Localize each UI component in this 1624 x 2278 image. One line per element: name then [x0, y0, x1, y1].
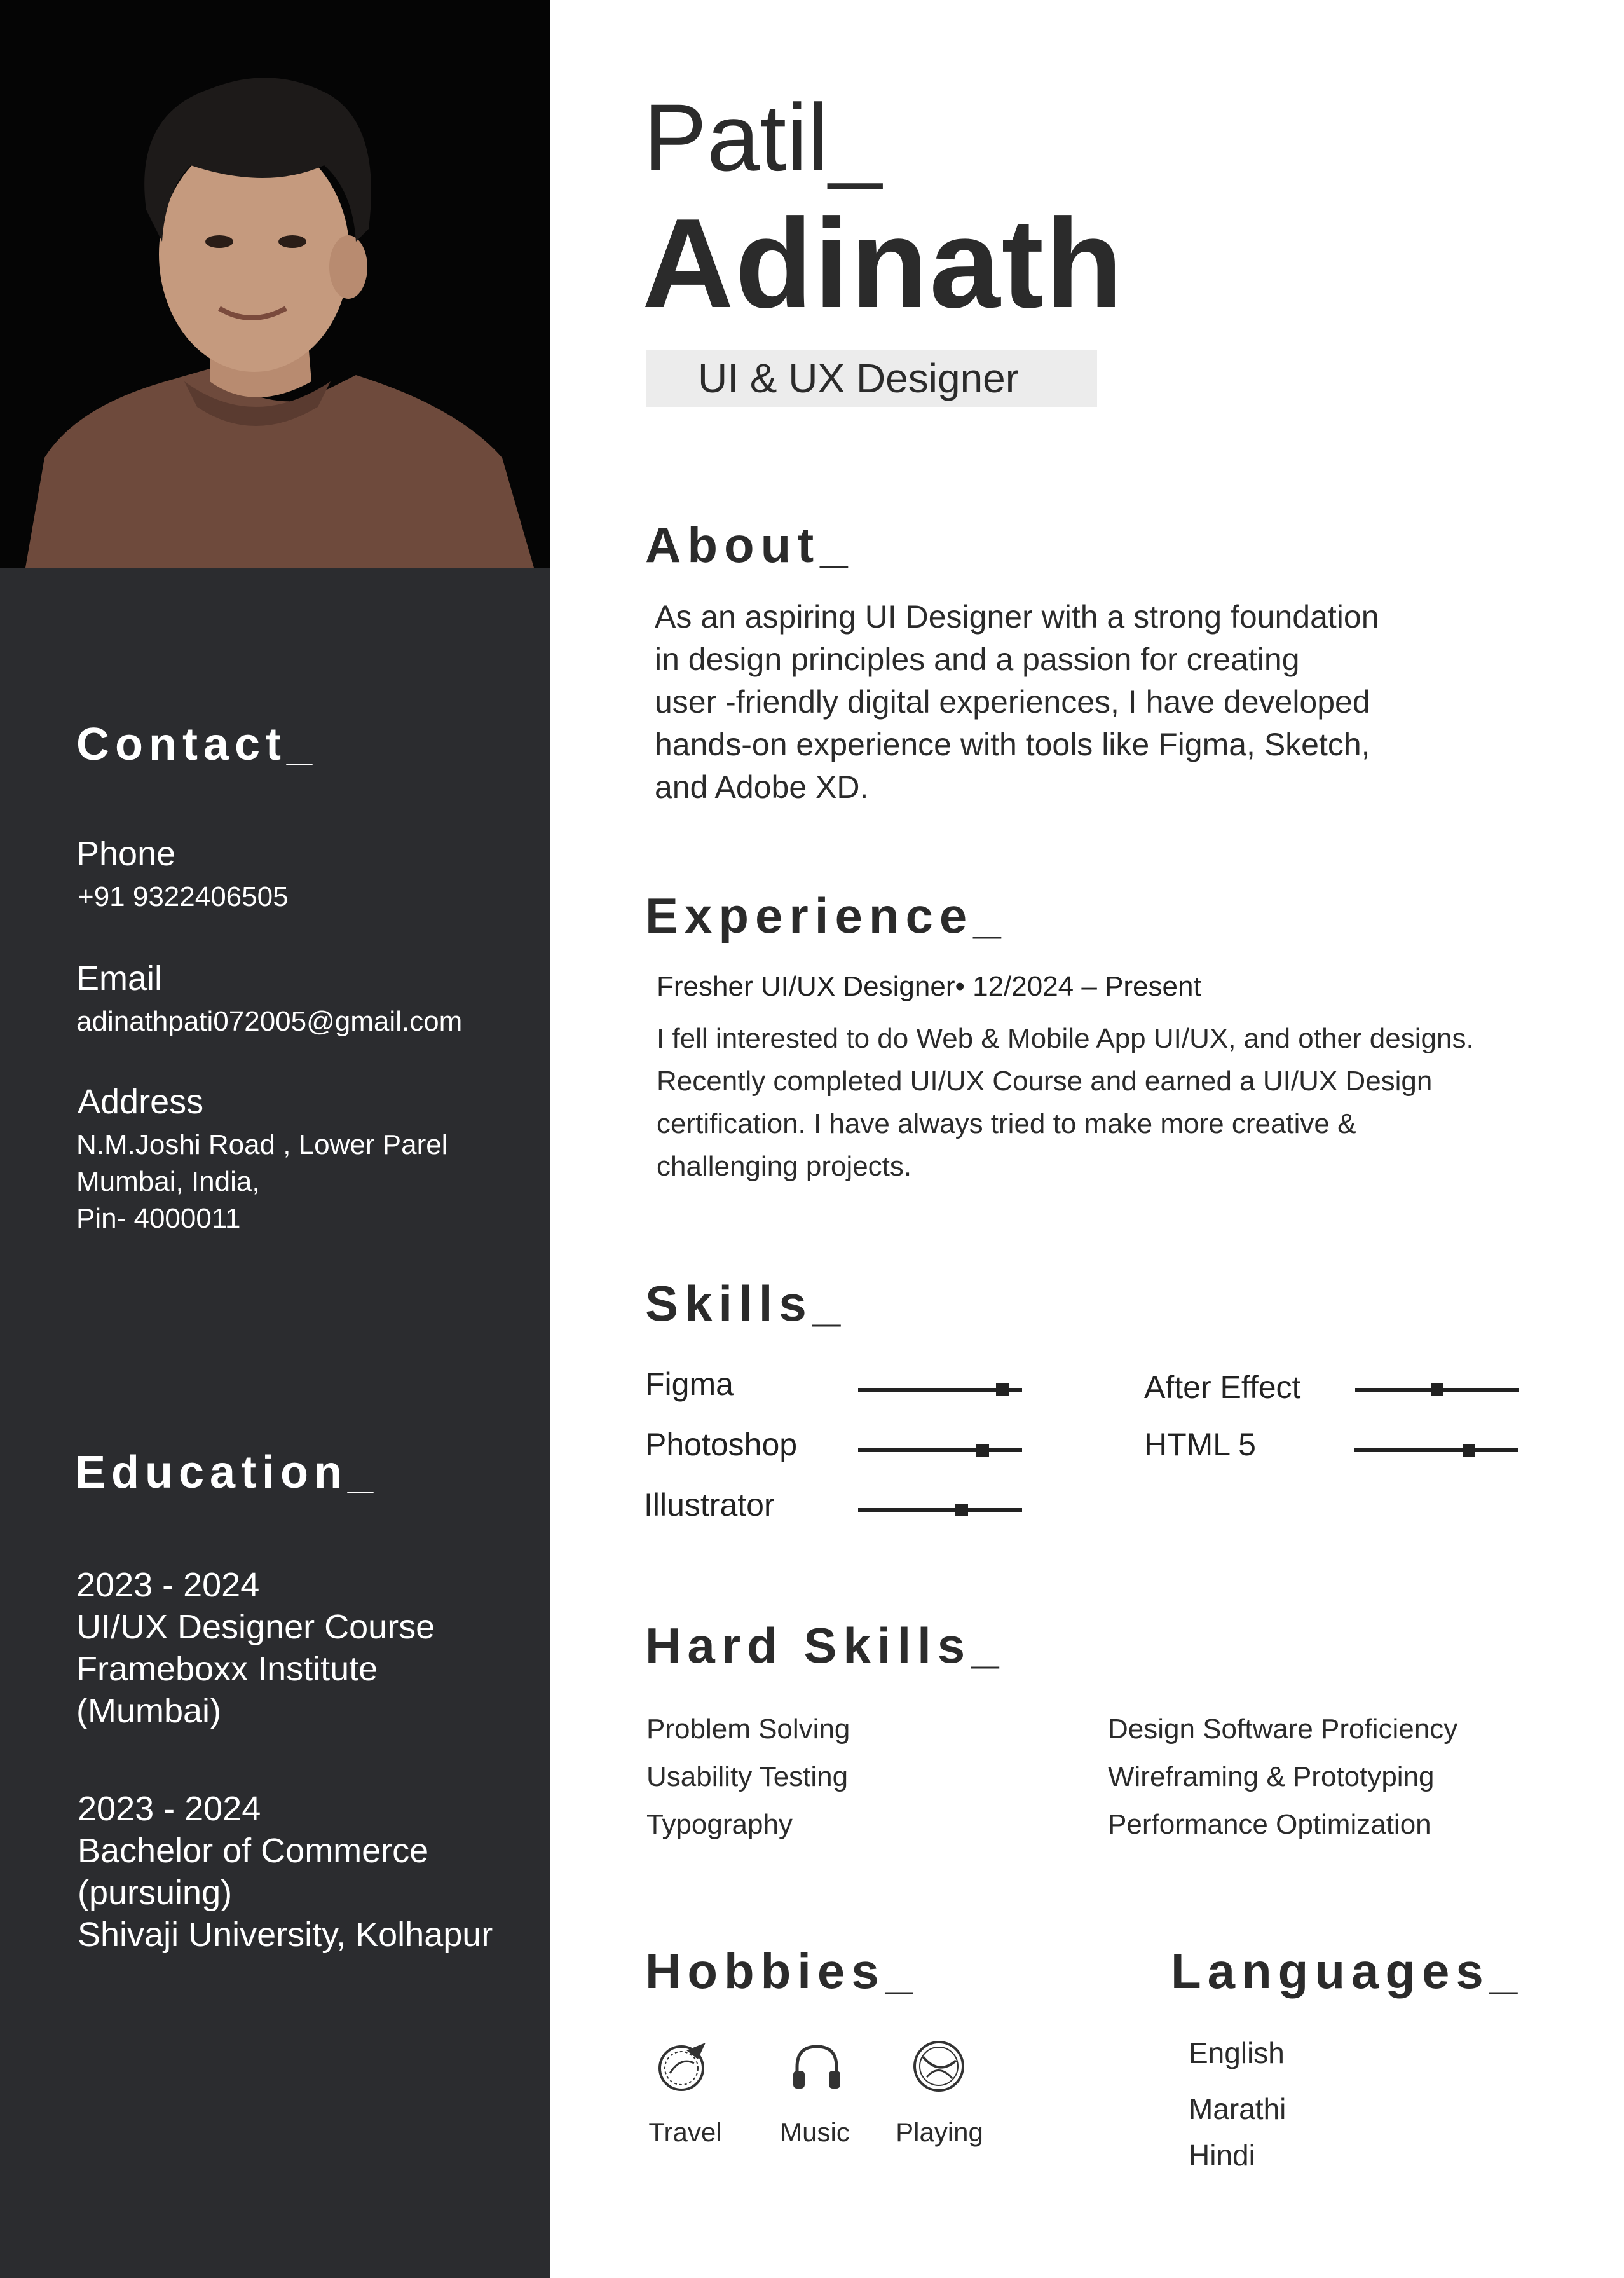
skills-heading: Skills_: [645, 1275, 847, 1331]
education-school: (pursuing): [78, 1874, 233, 1912]
experience-line: I fell interested to do Web & Mobile App UI/UX, and other designs.: [657, 1023, 1474, 1054]
hard-skill: Typography: [646, 1809, 793, 1840]
language-item: Marathi: [1189, 2092, 1286, 2125]
education-entry: [78, 1788, 493, 1956]
phone-value[interactable]: +91 9322406505: [78, 881, 289, 912]
skill-slider: [858, 1448, 1022, 1452]
about-line: and Adobe XD.: [655, 769, 869, 805]
contact-heading: Contact_: [76, 719, 318, 770]
experience-line: challenging projects.: [657, 1151, 912, 1182]
about-line: in design principles and a passion for creating: [655, 642, 1300, 677]
education-course: UI/UX Designer Course: [76, 1608, 435, 1646]
language-item: Hindi: [1189, 2139, 1255, 2172]
hard-skills-heading: Hard Skills_: [645, 1617, 1006, 1673]
skill-name: Photoshop: [645, 1427, 798, 1462]
skill-knob: [1463, 1444, 1475, 1457]
experience-line: certification. I have always tried to make more creative &: [657, 1108, 1356, 1139]
address-line: Mumbai, India,: [76, 1166, 260, 1197]
hobbies-heading: Hobbies_: [645, 1943, 920, 1999]
about-heading: About_: [645, 517, 854, 573]
education-school: Frameboxx Institute: [76, 1650, 378, 1688]
skill-slider: [858, 1508, 1022, 1512]
last-name: Adinath: [642, 193, 1124, 334]
skill-name: Figma: [645, 1366, 734, 1402]
skill-slider: [1355, 1388, 1519, 1392]
address-line: Pin- 4000011: [76, 1203, 241, 1234]
email-value[interactable]: adinathpati072005@gmail.com: [76, 1006, 463, 1037]
skill-knob: [1431, 1383, 1443, 1396]
skill-knob: [976, 1444, 989, 1457]
education-years: 2023 - 2024: [78, 1790, 261, 1828]
education-course: Bachelor of Commerce: [78, 1832, 429, 1870]
experience-line: Recently completed UI/UX Course and earned a UI/UX Design: [657, 1066, 1433, 1097]
skill-name: HTML 5: [1144, 1427, 1256, 1462]
about-line: user -friendly digital experiences, I have developed: [655, 684, 1370, 720]
hard-skill: Performance Optimization: [1108, 1809, 1431, 1840]
skill-knob: [996, 1383, 1009, 1396]
hard-skill: Design Software Proficiency: [1108, 1713, 1458, 1745]
email-label: Email: [76, 959, 163, 998]
skill-knob: [955, 1504, 968, 1516]
first-name: Patil_: [643, 84, 882, 191]
education-school: (Mumbai): [76, 1692, 222, 1730]
travel-icon: [655, 2038, 712, 2095]
skill-slider: [858, 1388, 1022, 1392]
skill-name: After Effect: [1144, 1369, 1301, 1405]
language-item: English: [1189, 2036, 1285, 2069]
portrait-illustration: [0, 0, 550, 568]
address-line: N.M.Joshi Road , Lower Parel: [76, 1129, 448, 1160]
phone-label: Phone: [76, 835, 176, 873]
hard-skill: Usability Testing: [646, 1761, 849, 1792]
skill-name: Illustrator: [644, 1487, 775, 1523]
profile-photo: [0, 0, 550, 568]
hard-skill: Problem Solving: [646, 1713, 850, 1745]
skill-slider: [1354, 1448, 1518, 1452]
experience-text: [657, 1017, 1508, 1188]
education-years: 2023 - 2024: [76, 1566, 260, 1604]
address-label: Address: [78, 1083, 204, 1121]
about-line: As an aspiring UI Designer with a strong foundation: [655, 599, 1379, 635]
education-entry: [76, 1564, 435, 1732]
ball-icon: [910, 2038, 967, 2095]
about-text: [655, 596, 1500, 809]
about-line: hands-on experience with tools like Figma, Sketch,: [655, 727, 1370, 762]
experience-title: Fresher UI/UX Designer• 12/2024 – Present: [657, 971, 1201, 1002]
languages-heading: Languages_: [1171, 1943, 1524, 1999]
headphones-icon: [788, 2038, 845, 2095]
education-school: Shivaji University, Kolhapur: [78, 1916, 493, 1954]
role-title: UI & UX Designer: [698, 355, 1020, 401]
hobby-label: Playing: [896, 2117, 983, 2147]
hard-skill: Wireframing & Prototyping: [1108, 1761, 1435, 1792]
hobby-label: Travel: [648, 2117, 722, 2147]
experience-heading: Experience_: [645, 888, 1007, 943]
education-heading: Education_: [75, 1447, 379, 1498]
hobby-label: Music: [780, 2117, 850, 2147]
address-value: [76, 1127, 447, 1237]
